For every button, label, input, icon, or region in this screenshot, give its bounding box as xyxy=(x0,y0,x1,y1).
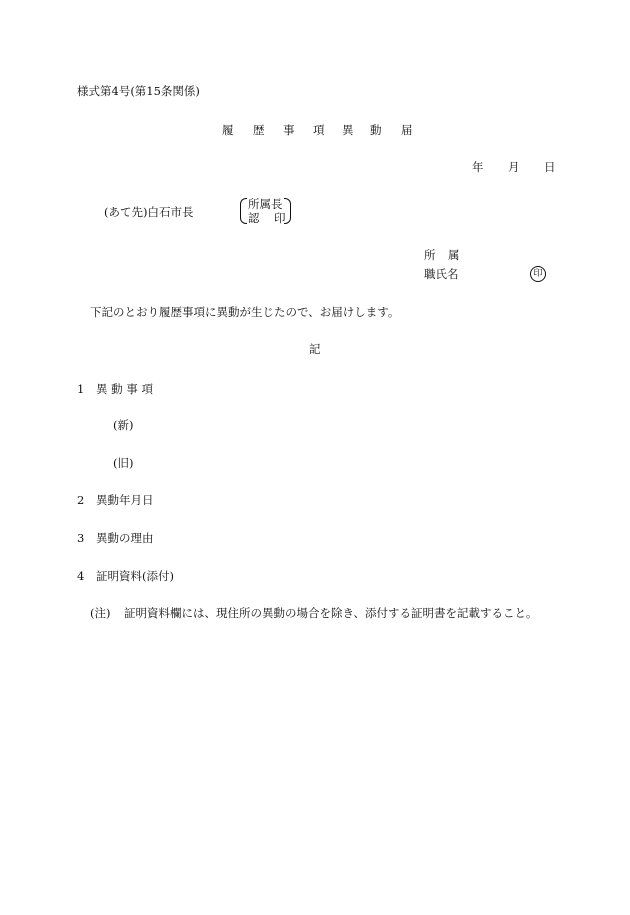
item-1-new: (新) xyxy=(113,418,134,432)
bracket-right xyxy=(284,198,291,224)
item-1-old: (旧) xyxy=(113,456,134,470)
date-day: 日 xyxy=(544,160,556,174)
approval-seal-label: 印 xyxy=(274,211,286,225)
title-char: 歴 xyxy=(253,123,265,137)
name-label: 職氏名 xyxy=(424,267,459,281)
date-month: 月 xyxy=(508,160,520,174)
note-label: (注) xyxy=(90,606,111,620)
title-char: 事 xyxy=(283,123,295,137)
record-heading: 記 xyxy=(309,342,321,356)
note-text: 証明資料欄には、現住所の異動の場合を除き、添付する証明書を記載すること。 xyxy=(124,606,538,620)
approval-chief: 所属長 xyxy=(248,197,283,211)
item-1-label: 異 動 事 項 xyxy=(96,382,153,396)
affiliation-label-b: 属 xyxy=(448,248,460,262)
bracket-left xyxy=(240,198,247,224)
item-4-label: 証明資料(添付) xyxy=(96,569,174,583)
item-4-number: 4 xyxy=(77,569,85,583)
date-year: 年 xyxy=(472,160,484,174)
title-char: 異 xyxy=(342,123,354,137)
item-1-number: 1 xyxy=(77,382,85,396)
affiliation-label-a: 所 xyxy=(424,248,436,262)
title-char: 項 xyxy=(313,123,325,137)
title-char: 履 xyxy=(222,123,234,137)
item-3-number: 3 xyxy=(77,531,85,545)
title-char: 届 xyxy=(401,123,413,137)
item-2-label: 異動年月日 xyxy=(96,493,154,507)
title-char: 動 xyxy=(370,123,382,137)
item-2-number: 2 xyxy=(77,493,85,507)
approval-confirm: 認 xyxy=(248,211,260,225)
item-3-label: 異動の理由 xyxy=(96,531,154,545)
seal-icon: 印 xyxy=(530,266,546,282)
addressee: (あて先)白石市長 xyxy=(104,205,194,219)
intro-text: 下記のとおり履歴事項に異動が生じたので、お届けします。 xyxy=(90,305,400,319)
form-number: 様式第4号(第15条関係) xyxy=(77,84,200,98)
